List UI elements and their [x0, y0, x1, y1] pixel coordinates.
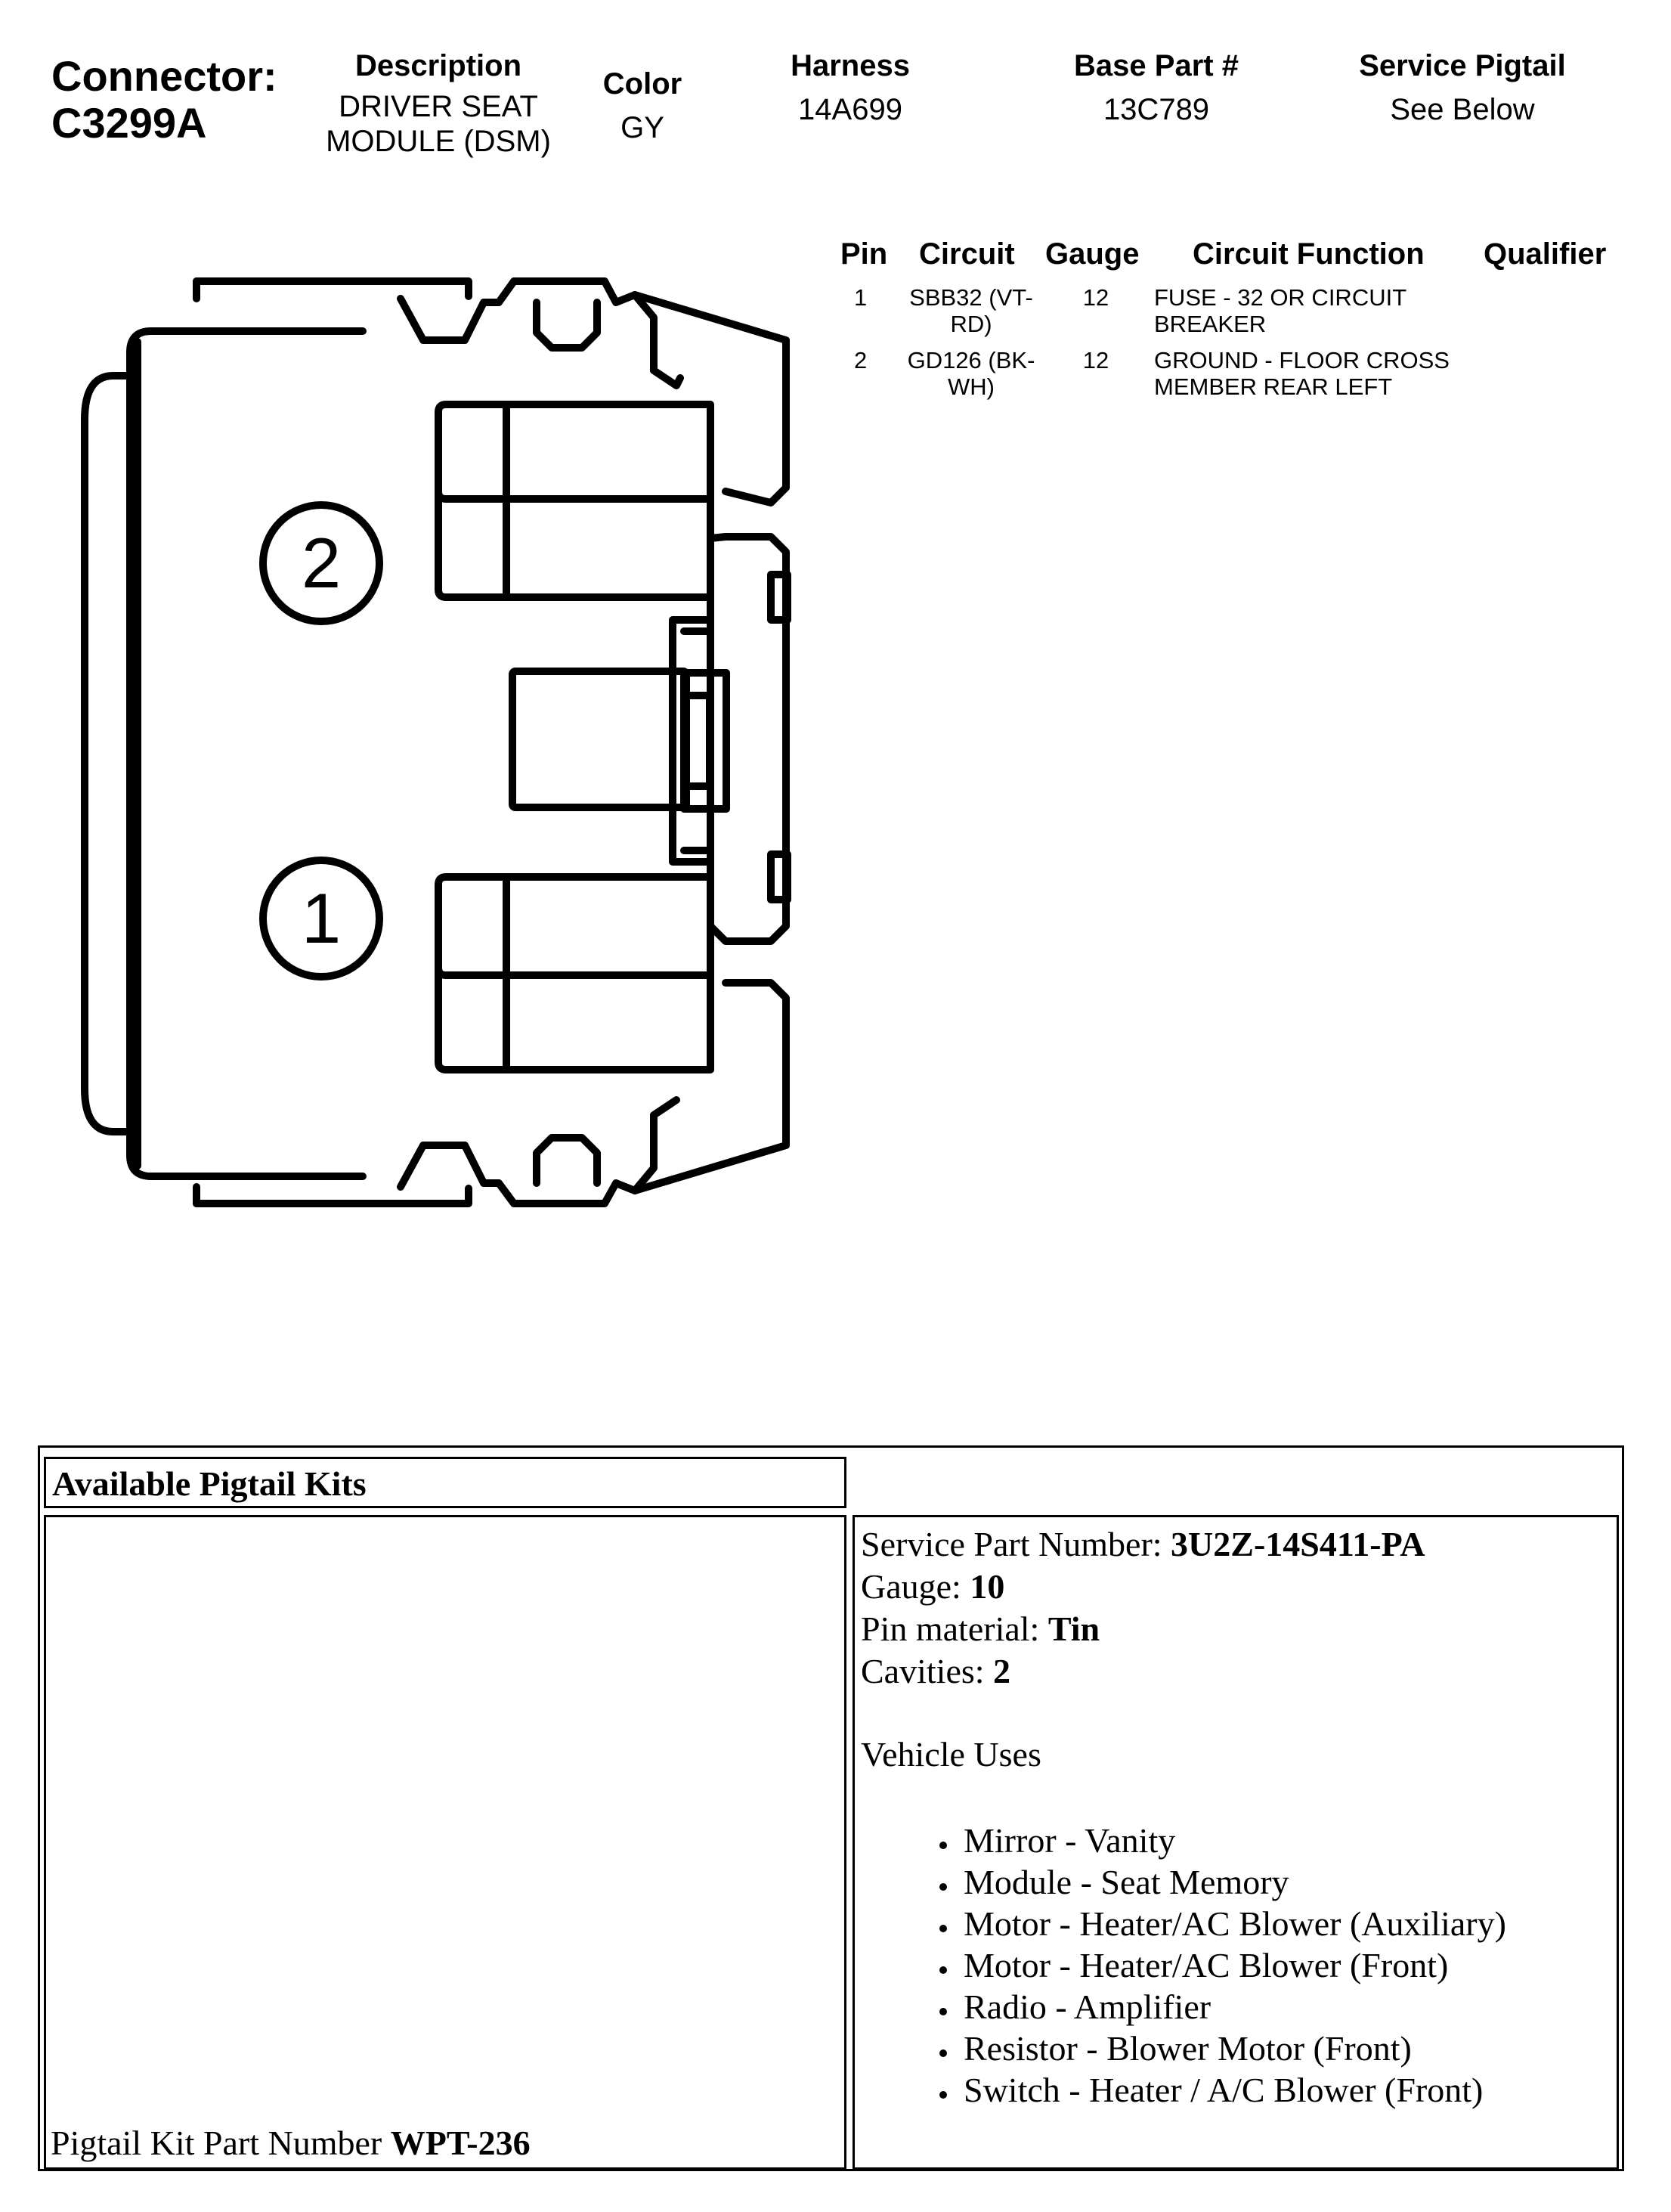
cavities-label: Cavities:	[861, 1652, 994, 1690]
function-line-2: MEMBER REAR LEFT	[1154, 373, 1393, 400]
circuit-line-2: RD)	[950, 311, 992, 337]
right-latch-tab-top	[771, 575, 788, 620]
terminal-2-outer	[438, 404, 710, 499]
circuit-function-header: Circuit Function	[1193, 237, 1425, 271]
service-pigtail-header: Service Pigtail	[1359, 49, 1566, 82]
function-line-1: FUSE - 32 OR CIRCUIT	[1154, 284, 1407, 311]
terminal-2-housing	[438, 412, 446, 597]
connector-latch-bump	[85, 376, 130, 1132]
gauge-header: Gauge	[1045, 237, 1140, 271]
description-line-2: MODULE (DSM)	[326, 125, 551, 158]
vehicle-uses-heading: Vehicle Uses	[861, 1735, 1041, 1774]
description-header: Description	[354, 49, 522, 82]
pin-material-line	[861, 1608, 1506, 1650]
pigtail-kit-label: Pigtail Kit Part Number	[51, 2124, 391, 2162]
description-line-1: DRIVER SEAT	[339, 90, 538, 123]
pin-material-value: Tin	[1047, 1609, 1100, 1648]
function-line-1: GROUND - FLOOR CROSS	[1154, 347, 1450, 373]
gauge-label: Gauge:	[861, 1567, 970, 1606]
pin-2-label: 2	[301, 523, 342, 603]
service-part-label: Service Part Number:	[861, 1525, 1171, 1563]
circuit-function-cell	[1154, 347, 1450, 400]
function-line-2: BREAKER	[1154, 311, 1267, 337]
pigtail-kit-part-number	[51, 2122, 531, 2164]
terminal-1-outer	[438, 877, 710, 975]
pigtail-image-cell	[44, 1515, 846, 2170]
color-value: GY	[620, 111, 664, 144]
center-key-block	[512, 671, 686, 807]
connector-top-tab	[537, 302, 597, 348]
service-pigtail-column	[1330, 48, 1595, 127]
list-item: • Switch - Heater / A/C Blower (Front)	[959, 2069, 1506, 2111]
vehicle-uses-list	[861, 1820, 1506, 2111]
circuit-line-1: SBB32 (VT-	[909, 284, 1033, 311]
pin-material-label: Pin material:	[861, 1609, 1048, 1648]
base-part-header: Base Part #	[1074, 49, 1239, 82]
service-part-number-line	[861, 1523, 1506, 1566]
list-item: • Motor - Heater/AC Blower (Front)	[959, 1944, 1506, 1986]
qualifier-header: Qualifier	[1484, 237, 1607, 271]
pigtail-kits-title: Available Pigtail Kits	[44, 1457, 846, 1508]
pigtail-info-block	[861, 1523, 1506, 2111]
cavities-value: 2	[993, 1652, 1011, 1690]
pigtail-kit-value: WPT-236	[390, 2124, 531, 2162]
gauge-cell: 12	[1082, 284, 1109, 311]
connector-id: C3299A	[51, 99, 207, 147]
list-item: • Module - Seat Memory	[959, 1861, 1506, 1903]
connector-label: Connector:	[51, 52, 277, 100]
circuit-header: Circuit	[919, 237, 1015, 271]
color-header: Color	[602, 67, 682, 101]
base-part-value: 13C789	[1103, 93, 1210, 126]
circuit-line-2: WH)	[948, 373, 995, 400]
gauge-cell: 12	[1082, 347, 1109, 373]
harness-value: 14A699	[798, 93, 902, 126]
connector-left-shell	[130, 331, 363, 1176]
circuit-cell	[892, 284, 1051, 337]
circuit-function-cell	[1154, 284, 1406, 337]
circuit-line-1: GD126 (BK-	[907, 347, 1035, 373]
connector-top-rail	[196, 281, 469, 296]
circuit-cell	[892, 347, 1051, 400]
service-part-value: 3U2Z-14S411-PA	[1171, 1525, 1425, 1563]
list-item: • Radio - Amplifier	[959, 1986, 1506, 2028]
pin-1-label: 1	[301, 878, 342, 958]
gauge-line	[861, 1566, 1506, 1608]
pigtail-info-cell	[853, 1515, 1619, 2170]
right-latch-tab-bottom	[771, 854, 788, 900]
connector-face-diagram	[0, 0, 831, 1247]
right-latch-inner	[673, 620, 710, 862]
cavities-line	[861, 1650, 1506, 1693]
pin-header: Pin	[840, 237, 888, 271]
pin-number: 1	[854, 284, 868, 311]
list-item: • Motor - Heater/AC Blower (Auxiliary)	[959, 1903, 1506, 1944]
list-item: • Mirror - Vanity	[959, 1820, 1506, 1861]
terminal-1-housing	[438, 968, 446, 1070]
pin-number: 2	[854, 347, 868, 373]
connector-bottom-rail	[196, 1188, 469, 1204]
harness-header: Harness	[791, 49, 910, 82]
list-item: • Resistor - Blower Motor (Front)	[959, 2028, 1506, 2069]
connector-bottom-tab	[537, 1138, 597, 1183]
gauge-value: 10	[970, 1567, 1005, 1606]
service-pigtail-value: See Below	[1390, 93, 1535, 126]
base-part-column	[1043, 48, 1270, 127]
